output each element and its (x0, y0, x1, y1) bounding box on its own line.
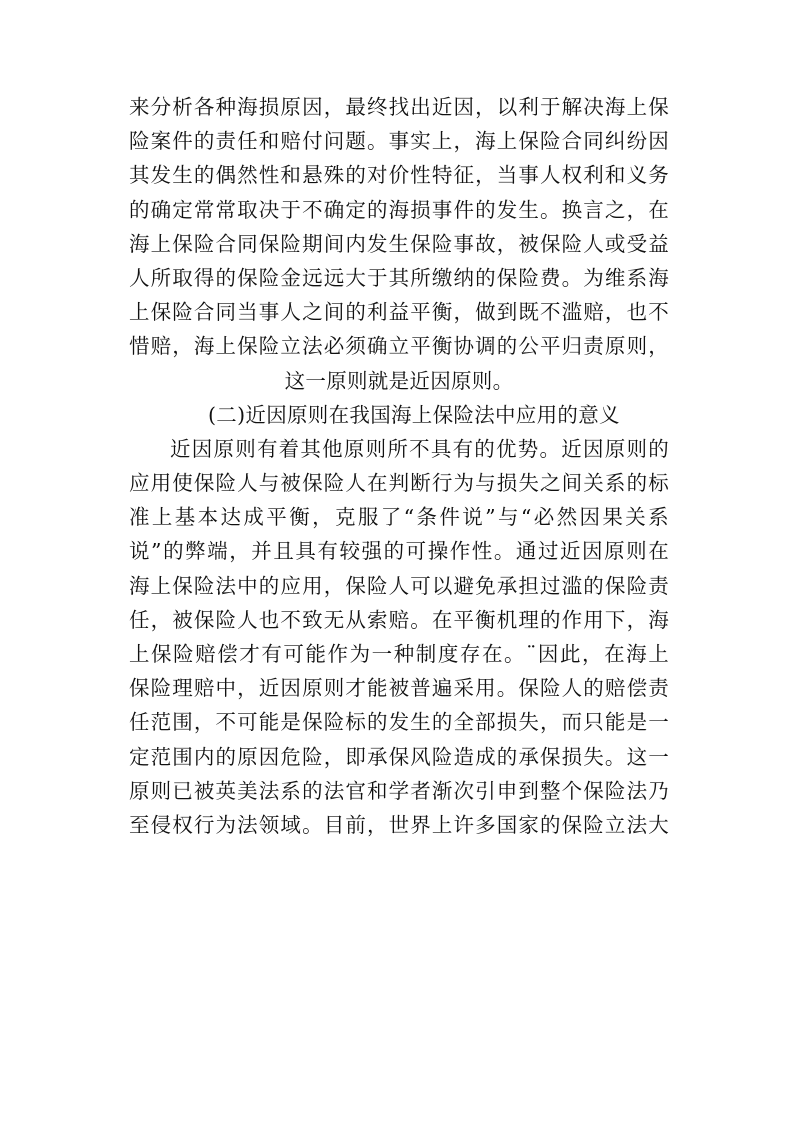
paragraph-line: 海上保险法中的应用，保险人可以避免承担过滥的保险责 (129, 573, 669, 598)
paragraph-line: 海上保险合同保险期间内发生保险事故，被保险人或受益 (129, 231, 669, 256)
paragraph-line: 其发生的偶然性和悬殊的对价性特征，当事人权利和义务 (129, 163, 669, 188)
paragraph-line: 至侵权行为法领域。目前，世界上许多国家的保险立法大 (129, 812, 669, 837)
paragraph-line: 应用使保险人与被保险人在判断行为与损失之间关系的标 (129, 471, 669, 496)
paragraph-line: 人所取得的保险金远远大于其所缴纳的保险费。为维系海 (129, 265, 669, 290)
paragraph-line: 准上基本达成平衡，克服了“条件说”与“必然因果关系 (129, 505, 669, 530)
paragraph-line: 说”的弊端，并且具有较强的可操作性。通过近因原则在 (129, 539, 669, 564)
paragraph-first-line: 近因原则有着其他原则所不具有的优势。近因原则的 (170, 436, 669, 461)
paragraph-line: 原则已被英美法系的法官和学者渐次引申到整个保险法乃 (129, 778, 669, 803)
section-heading: (二)近因原则在我国海上保险法中应用的意义 (208, 402, 620, 427)
paragraph-line: 上保险合同当事人之间的利益平衡，做到既不滥赔，也不 (129, 300, 669, 325)
paragraph-line: 任范围，不可能是保险标的发生的全部损失，而只能是一 (129, 710, 669, 735)
paragraph-line: 来分析各种海损原因，最终找出近因，以利于解决海上保 (129, 95, 669, 119)
paragraph-line: 定范围内的原因危险，即承保风险造成的承保损失。这一 (129, 744, 669, 769)
paragraph-line: 惜赔，海上保险立法必须确立平衡协调的公平归责原则， (129, 334, 669, 359)
paragraph-line: 的确定常常取决于不确定的海损事件的发生。换言之，在 (129, 197, 669, 222)
document-body (129, 90, 669, 842)
paragraph-line: 保险理赔中，近因原则才能被普遍采用。保险人的赔偿责 (129, 676, 669, 701)
paragraph-line: 险案件的责任和赔付问题。事实上，海上保险合同纠纷因 (129, 129, 669, 154)
paragraph-line: 任，被保险人也不致无从索赔。在平衡机理的作用下，海 (129, 607, 669, 632)
paragraph-closing-line: 这一原则就是近因原则。 (284, 368, 514, 393)
paragraph-line: 上保险赔偿才有可能作为一种制度存在。¨因此，在海上 (129, 642, 669, 666)
